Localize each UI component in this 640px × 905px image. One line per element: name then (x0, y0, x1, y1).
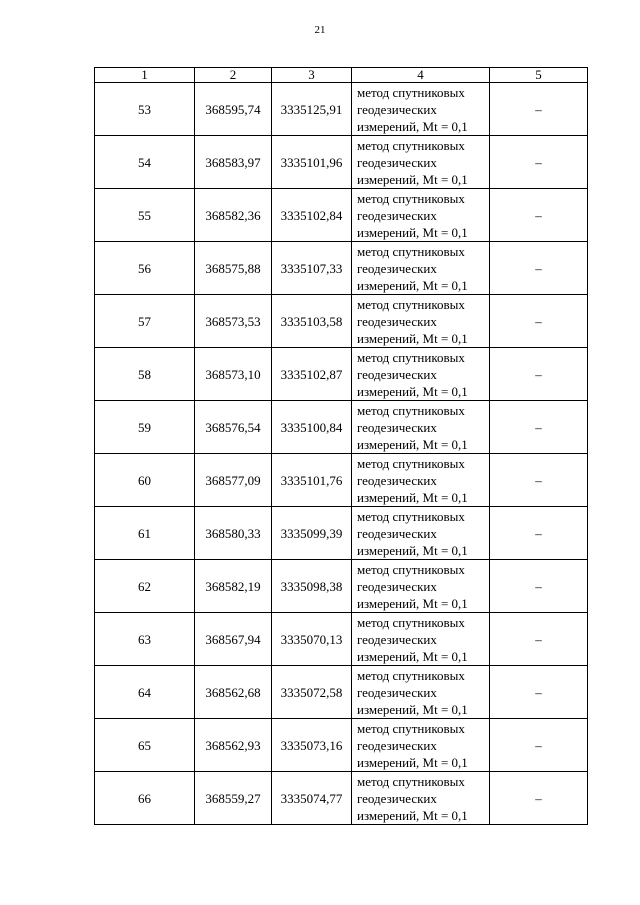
method-line: измерений, Mt = 0,1 (357, 436, 468, 452)
method-line: геодезических (357, 631, 437, 647)
x-coordinate-cell: 368576,54 (195, 401, 272, 454)
column-header-3: 3 (272, 68, 352, 83)
point-number-cell: 61 (95, 507, 195, 560)
method-cell (352, 348, 490, 401)
method-line: измерений, Mt = 0,1 (357, 754, 468, 770)
table-row (95, 719, 588, 772)
y-coordinate-cell: 3335070,13 (272, 613, 352, 666)
method-cell (352, 401, 490, 454)
method-line: метод спутниковых (357, 455, 465, 471)
method-line: измерений, Mt = 0,1 (357, 542, 468, 558)
method-line: геодезических (357, 260, 437, 276)
method-line: геодезических (357, 578, 437, 594)
method-line: геодезических (357, 737, 437, 753)
note-cell: – (490, 401, 588, 454)
method-line: геодезических (357, 525, 437, 541)
point-number-cell: 55 (95, 189, 195, 242)
method-line: измерений, Mt = 0,1 (357, 489, 468, 505)
column-header-2: 2 (195, 68, 272, 83)
coordinates-table (94, 67, 588, 825)
point-number-cell: 58 (95, 348, 195, 401)
method-line: измерений, Mt = 0,1 (357, 807, 468, 823)
x-coordinate-cell: 368595,74 (195, 83, 272, 136)
method-cell (352, 613, 490, 666)
table-header (95, 68, 588, 83)
method-line: геодезических (357, 684, 437, 700)
method-line: измерений, Mt = 0,1 (357, 224, 468, 240)
x-coordinate-cell: 368580,33 (195, 507, 272, 560)
point-number-cell: 54 (95, 136, 195, 189)
x-coordinate-cell: 368573,10 (195, 348, 272, 401)
point-number-cell: 57 (95, 295, 195, 348)
table-row (95, 136, 588, 189)
header-row (95, 68, 588, 83)
method-cell (352, 454, 490, 507)
table-row (95, 242, 588, 295)
table-body (95, 83, 588, 825)
column-header-4: 4 (352, 68, 490, 83)
table-row (95, 295, 588, 348)
table-row (95, 83, 588, 136)
method-line: измерений, Mt = 0,1 (357, 171, 468, 187)
method-line: геодезических (357, 419, 437, 435)
y-coordinate-cell: 3335102,84 (272, 189, 352, 242)
point-number-cell: 62 (95, 560, 195, 613)
method-line: измерений, Mt = 0,1 (357, 330, 468, 346)
method-line: метод спутниковых (357, 667, 465, 683)
method-line: метод спутниковых (357, 190, 465, 206)
y-coordinate-cell: 3335073,16 (272, 719, 352, 772)
x-coordinate-cell: 368567,94 (195, 613, 272, 666)
method-line: геодезических (357, 366, 437, 382)
column-header-5: 5 (490, 68, 588, 83)
method-line: измерений, Mt = 0,1 (357, 648, 468, 664)
method-line: геодезических (357, 154, 437, 170)
method-line: измерений, Mt = 0,1 (357, 701, 468, 717)
method-line: метод спутниковых (357, 614, 465, 630)
note-cell: – (490, 83, 588, 136)
point-number-cell: 53 (95, 83, 195, 136)
note-cell: – (490, 136, 588, 189)
method-line: геодезических (357, 313, 437, 329)
method-line: метод спутниковых (357, 508, 465, 524)
method-line: метод спутниковых (357, 402, 465, 418)
note-cell: – (490, 295, 588, 348)
note-cell: – (490, 189, 588, 242)
x-coordinate-cell: 368562,93 (195, 719, 272, 772)
x-coordinate-cell: 368559,27 (195, 772, 272, 825)
method-cell (352, 189, 490, 242)
method-cell (352, 507, 490, 560)
method-cell (352, 719, 490, 772)
y-coordinate-cell: 3335100,84 (272, 401, 352, 454)
column-header-1: 1 (95, 68, 195, 83)
x-coordinate-cell: 368573,53 (195, 295, 272, 348)
y-coordinate-cell: 3335099,39 (272, 507, 352, 560)
y-coordinate-cell: 3335072,58 (272, 666, 352, 719)
point-number-cell: 64 (95, 666, 195, 719)
method-cell (352, 295, 490, 348)
table-row (95, 348, 588, 401)
x-coordinate-cell: 368575,88 (195, 242, 272, 295)
table-row (95, 454, 588, 507)
method-line: метод спутниковых (357, 349, 465, 365)
method-cell (352, 83, 490, 136)
y-coordinate-cell: 3335098,38 (272, 560, 352, 613)
method-cell (352, 560, 490, 613)
method-line: измерений, Mt = 0,1 (357, 277, 468, 293)
method-line: метод спутниковых (357, 720, 465, 736)
x-coordinate-cell: 368583,97 (195, 136, 272, 189)
method-line: метод спутниковых (357, 243, 465, 259)
note-cell: – (490, 772, 588, 825)
method-line: метод спутниковых (357, 137, 465, 153)
note-cell: – (490, 666, 588, 719)
method-cell (352, 136, 490, 189)
note-cell: – (490, 719, 588, 772)
table-row (95, 613, 588, 666)
y-coordinate-cell: 3335074,77 (272, 772, 352, 825)
x-coordinate-cell: 368582,36 (195, 189, 272, 242)
x-coordinate-cell: 368562,68 (195, 666, 272, 719)
y-coordinate-cell: 3335102,87 (272, 348, 352, 401)
method-line: геодезических (357, 790, 437, 806)
y-coordinate-cell: 3335101,96 (272, 136, 352, 189)
y-coordinate-cell: 3335107,33 (272, 242, 352, 295)
table-row (95, 189, 588, 242)
method-line: геодезических (357, 472, 437, 488)
note-cell: – (490, 560, 588, 613)
page-number: 21 (314, 24, 326, 36)
x-coordinate-cell: 368577,09 (195, 454, 272, 507)
method-cell (352, 772, 490, 825)
x-coordinate-cell: 368582,19 (195, 560, 272, 613)
method-line: метод спутниковых (357, 84, 465, 100)
method-cell (352, 242, 490, 295)
method-line: метод спутниковых (357, 773, 465, 789)
method-line: метод спутниковых (357, 561, 465, 577)
point-number-cell: 65 (95, 719, 195, 772)
table-row (95, 666, 588, 719)
method-cell (352, 666, 490, 719)
table-row (95, 507, 588, 560)
note-cell: – (490, 242, 588, 295)
method-line: метод спутниковых (357, 296, 465, 312)
note-cell: – (490, 613, 588, 666)
note-cell: – (490, 454, 588, 507)
y-coordinate-cell: 3335101,76 (272, 454, 352, 507)
note-cell: – (490, 348, 588, 401)
table-row (95, 401, 588, 454)
y-coordinate-cell: 3335103,58 (272, 295, 352, 348)
y-coordinate-cell: 3335125,91 (272, 83, 352, 136)
method-line: измерений, Mt = 0,1 (357, 595, 468, 611)
point-number-cell: 59 (95, 401, 195, 454)
table-row (95, 772, 588, 825)
method-line: геодезических (357, 207, 437, 223)
point-number-cell: 56 (95, 242, 195, 295)
point-number-cell: 60 (95, 454, 195, 507)
method-line: измерений, Mt = 0,1 (357, 383, 468, 399)
method-line: измерений, Mt = 0,1 (357, 118, 468, 134)
point-number-cell: 66 (95, 772, 195, 825)
table-row (95, 560, 588, 613)
note-cell: – (490, 507, 588, 560)
point-number-cell: 63 (95, 613, 195, 666)
method-line: геодезических (357, 101, 437, 117)
